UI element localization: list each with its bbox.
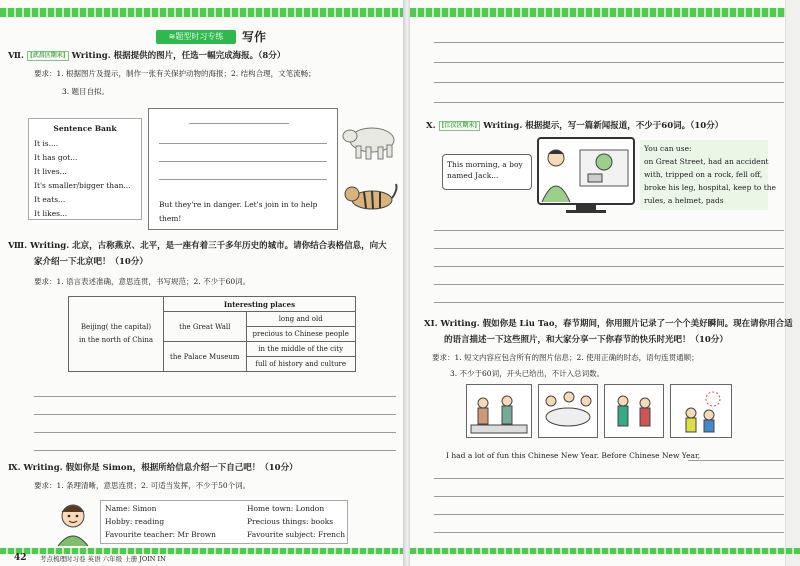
simon-info-box	[100, 500, 348, 544]
table-column-header: Interesting places	[164, 297, 356, 312]
boy-avatar-image	[52, 500, 94, 546]
q7-tag: [武昌区期末]	[27, 51, 69, 61]
info-hobby: Hobby: reading	[105, 517, 165, 526]
answer-line	[434, 284, 784, 285]
sentence-bank-title: Sentence Bank	[53, 124, 117, 133]
q9-heading	[8, 462, 298, 474]
answer-line	[34, 450, 396, 451]
right-page	[410, 0, 800, 566]
photo-3-visiting	[604, 384, 664, 438]
q9-number: Ⅸ.	[8, 463, 21, 473]
q10-tag: [江汉区期末]	[439, 121, 481, 131]
q11-instruction: Writing. 假如你是 Liu Tao，春节期间，你用照片记录了一个个美好瞬间。现在请你用合适	[440, 319, 793, 329]
q8-requirement: 要求：1. 语言表述准确，意思连贯，书写规范；2. 不少于60词。	[34, 277, 251, 286]
bottom-zigzag-border	[410, 548, 800, 554]
photo-1-family-shopping	[466, 384, 532, 438]
table-cell: long and old	[246, 312, 355, 327]
q9-instruction: Writing. 假如你是 Simon，根据所给信息介绍一下自己吧！（10分）	[23, 463, 298, 473]
sentence-bank-item: It eats...	[34, 195, 66, 204]
q11-requirement-1: 要求：1. 短文内容应包含所有的图片信息；2. 使用正确的时态，语句连贯通顺；	[432, 353, 699, 362]
sentence-bank-item: It is....	[34, 139, 59, 148]
info-precious: Precious things: books	[247, 517, 334, 526]
answer-line	[434, 514, 784, 515]
q7-instruction: Writing. 根据提供的图片，任选一幅完成海报。（8分）	[71, 51, 286, 61]
answer-line	[688, 460, 784, 461]
word-hints-box	[640, 140, 776, 210]
top-zigzag-border	[410, 8, 800, 17]
word-hint-line: with, tripped on a rock, fell off,	[644, 170, 763, 179]
answer-line	[434, 102, 784, 103]
q8-number: Ⅷ.	[8, 241, 28, 251]
q10-number: X.	[426, 121, 436, 131]
sentence-bank-item: It has got...	[34, 153, 78, 162]
q8-instruction-2: 家介绍一下北京吧！（10分）	[34, 257, 148, 267]
sentence-bank	[28, 118, 142, 220]
q7-number: Ⅶ.	[8, 51, 24, 61]
answer-line	[434, 82, 784, 83]
table-row-header-line1: Beijing( the capital)	[80, 323, 152, 331]
q10-heading	[426, 120, 723, 132]
answer-line	[434, 248, 784, 249]
sentence-bank-item: It's smaller/bigger than...	[34, 181, 131, 190]
table-row-header-line2: in the north of China	[78, 336, 154, 344]
poster-text-line-2: them!	[159, 214, 182, 223]
answer-line	[434, 266, 784, 267]
poster-write-line	[159, 179, 327, 180]
info-name: Name: Simon	[105, 504, 157, 513]
q11-heading	[424, 318, 793, 330]
table-cell: full of history and culture	[246, 357, 355, 372]
q7-requirement-2: 3. 题目自拟。	[62, 87, 110, 96]
q11-opening-sentence: I had a lot of fun this Chinese New Year. Before Chinese New Year,	[446, 451, 701, 460]
answer-line	[34, 396, 396, 397]
answer-line	[434, 230, 784, 231]
answer-line	[434, 478, 784, 479]
sentence-bank-item: It lives...	[34, 167, 67, 176]
answer-line	[434, 42, 784, 43]
answer-line	[34, 432, 396, 433]
speech-bubble	[442, 154, 532, 190]
poster-write-line	[159, 143, 327, 144]
q11-requirement-2: 3. 不少于60词，开头已给出，不计入总词数。	[450, 369, 605, 378]
word-hint-line: on Great Street, had an accident	[644, 157, 769, 166]
sentence-bank-item: It likes...	[34, 209, 68, 218]
q7-heading	[8, 50, 285, 62]
q8-heading	[8, 240, 387, 252]
photo-4-fireworks	[670, 384, 732, 438]
poster-frame	[148, 108, 338, 230]
poster-title-line	[189, 123, 289, 124]
info-hometown: Home town: London	[247, 504, 325, 513]
word-hints-title: You can use:	[644, 144, 692, 153]
word-hint-line: broke his leg, hospital, keep to the	[644, 183, 776, 192]
answer-line	[34, 414, 396, 415]
speech-bubble-text: This morning, a boy named Jack...	[447, 160, 523, 180]
info-teacher: Favourite teacher: Mr Brown	[105, 530, 216, 539]
section-badge: ≋题型时习专练	[156, 30, 236, 44]
answer-line	[434, 496, 784, 497]
tiger-image	[340, 180, 400, 214]
poster-text-line-1: But they're in danger. Let's join in to help	[159, 200, 318, 209]
q9-requirement: 要求：1. 条理清晰，意思连贯；2. 可适当发挥，不少于50个词。	[34, 481, 251, 490]
q7-requirement-1: 要求：1. 根据图片及提示，制作一张有关保护动物的海报；2. 结构合理，文笔流畅；	[34, 69, 316, 78]
answer-line	[434, 62, 784, 63]
info-subject: Favourite subject: French	[247, 530, 346, 539]
section-title: 写作	[242, 30, 267, 44]
answer-line	[434, 532, 784, 533]
top-zigzag-border	[0, 8, 404, 17]
beijing-places-table	[68, 296, 356, 372]
photo-2-dinner	[538, 384, 598, 438]
table-cell: precious to Chinese people	[246, 327, 355, 342]
table-row-header	[69, 297, 164, 372]
q8-instruction: Writing. 北京，古称燕京、北平，是一座有着三千多年历史的城市。请你结合表格信息，向大	[30, 241, 387, 251]
footer-text: 考点梳理时习卷 英语 六年级 上册 JOIN IN	[40, 555, 166, 563]
tv-news-image	[536, 136, 636, 216]
polar-bear-image	[342, 120, 400, 160]
table-place-2: the Palace Museum	[164, 342, 247, 372]
table-cell: in the middle of the city	[246, 342, 355, 357]
page-edge-tabs	[785, 0, 800, 566]
q11-instruction-2: 的语言描述一下这些照片，和大家分享一下你春节的快乐时光吧！（10分）	[444, 335, 728, 345]
answer-line	[434, 302, 784, 303]
q11-number: XI.	[424, 319, 438, 329]
q10-instruction: Writing. 根据提示，写一篇新闻报道，不少于60词。（10分）	[483, 121, 724, 131]
poster-write-line	[159, 161, 327, 162]
table-place-1: the Great Wall	[164, 312, 247, 342]
page-number: 42	[14, 553, 27, 563]
word-hint-line: rules, a helmet, pads	[644, 196, 724, 205]
